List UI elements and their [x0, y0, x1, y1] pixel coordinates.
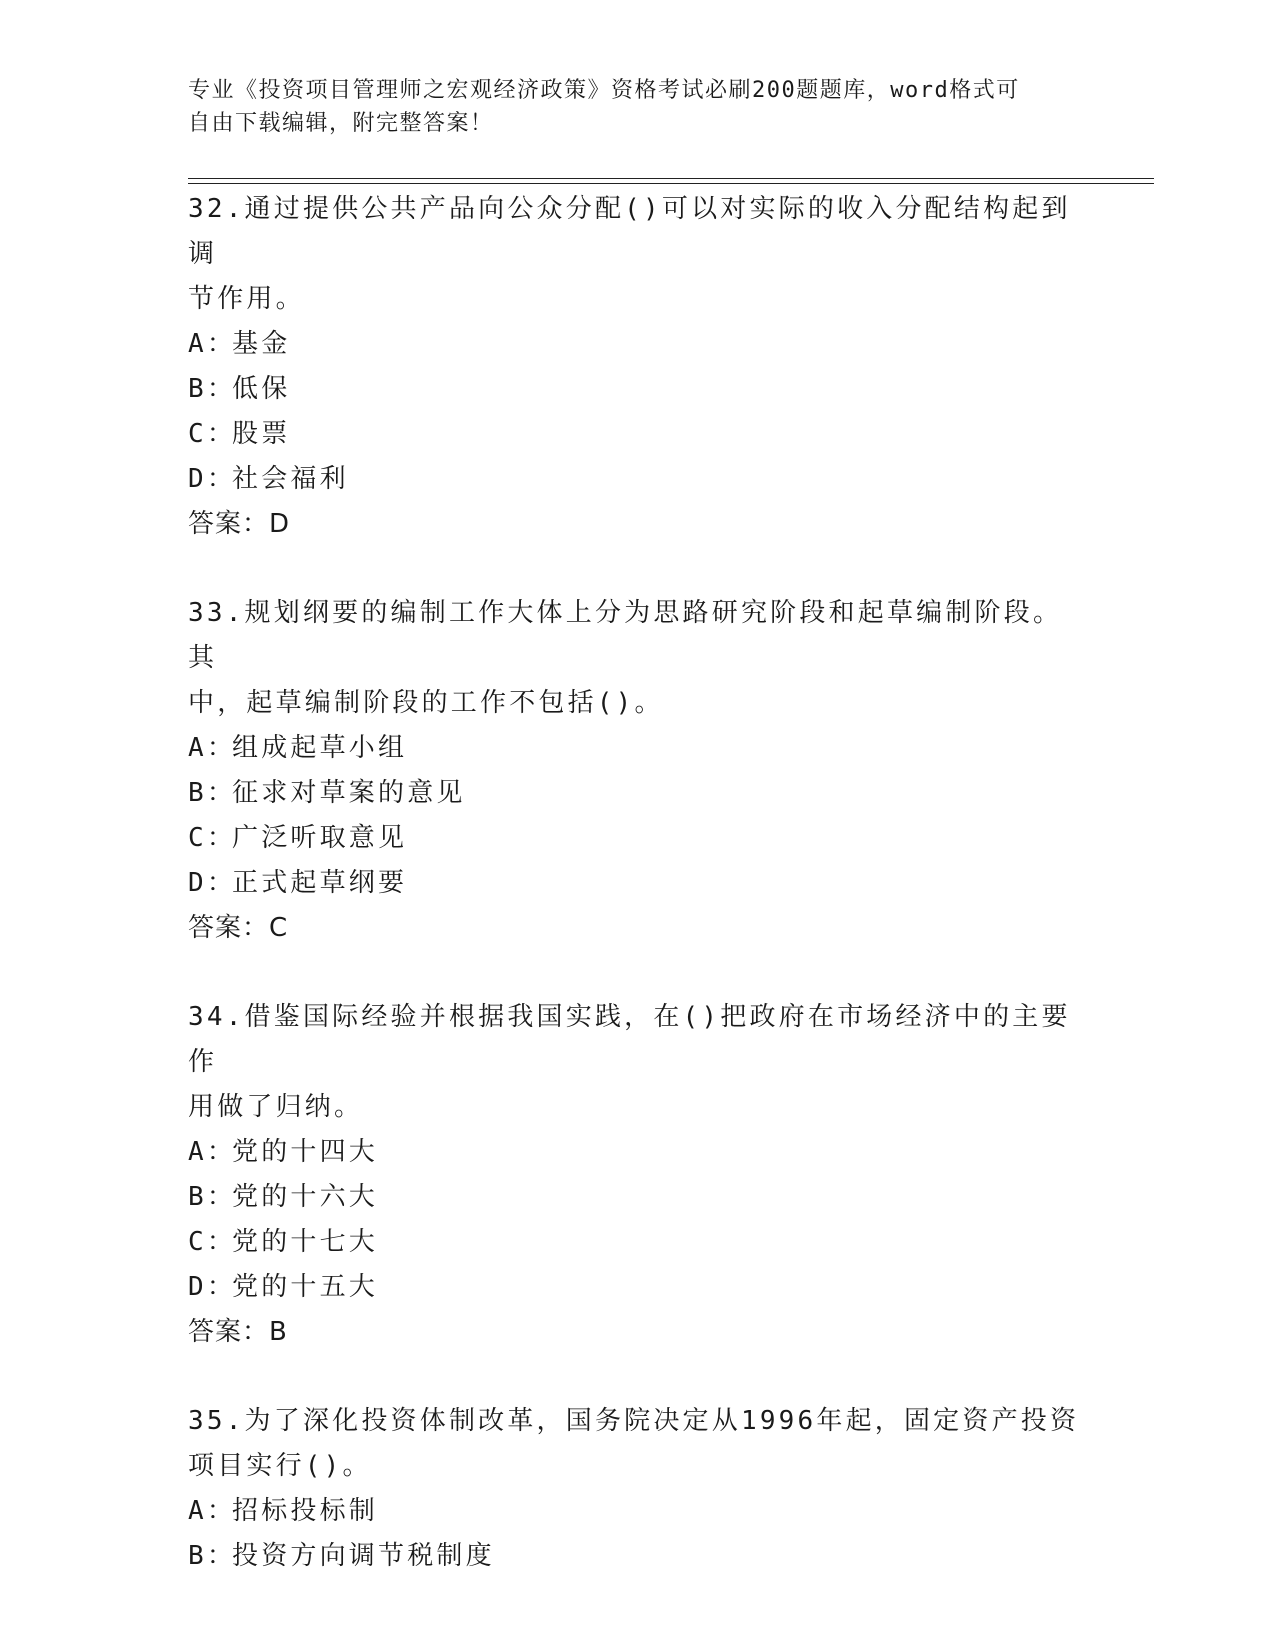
option-b	[188, 1534, 1088, 1579]
answer-line: 答案：C	[188, 913, 289, 943]
option-key: B：	[188, 374, 237, 404]
question-32	[188, 187, 1088, 547]
option-text: 股票	[232, 419, 291, 449]
question-stem-line-1: 32.通过提供公共产品向公众分配()可以对实际的收入分配结构起到调	[188, 194, 1071, 269]
option-c	[188, 1220, 1088, 1265]
option-key: C：	[188, 419, 237, 449]
option-key: A：	[188, 1137, 237, 1167]
option-c	[188, 412, 1088, 457]
option-text: 广泛听取意见	[232, 823, 408, 853]
question-stem	[188, 591, 1088, 726]
option-key: D：	[188, 1272, 237, 1302]
option-b	[188, 1175, 1088, 1220]
option-b	[188, 367, 1088, 412]
option-text: 党的十四大	[232, 1137, 379, 1167]
question-stem-line-2: 节作用。	[188, 284, 305, 314]
option-text: 征求对草案的意见	[232, 778, 466, 808]
question-stem-line-2: 中，起草编制阶段的工作不包括()。	[188, 688, 664, 718]
document-header	[188, 74, 1068, 140]
option-d	[188, 1265, 1088, 1310]
question-35	[188, 1399, 1088, 1579]
option-key: A：	[188, 329, 237, 359]
header-divider-bottom	[188, 183, 1154, 184]
option-key: B：	[188, 1541, 237, 1571]
option-text: 投资方向调节税制度	[232, 1541, 495, 1571]
question-list	[188, 187, 1088, 1623]
question-stem-line-2: 用做了归纳。	[188, 1092, 364, 1122]
header-line-2: 自由下载编辑，附完整答案！	[188, 111, 494, 136]
option-a	[188, 1489, 1088, 1534]
option-key: A：	[188, 1496, 237, 1526]
question-33	[188, 591, 1088, 951]
option-key: B：	[188, 1182, 237, 1212]
header-divider-top	[188, 178, 1154, 179]
option-text: 党的十六大	[232, 1182, 379, 1212]
option-text: 招标投标制	[232, 1496, 379, 1526]
question-stem	[188, 187, 1088, 322]
option-key: D：	[188, 464, 237, 494]
question-stem-line-1: 33.规划纲要的编制工作大体上分为思路研究阶段和起草编制阶段。其	[188, 598, 1063, 673]
option-b	[188, 771, 1088, 816]
option-d	[188, 457, 1088, 502]
question-stem	[188, 1399, 1088, 1489]
option-text: 基金	[232, 329, 291, 359]
question-stem-line-2: 项目实行()。	[188, 1451, 372, 1481]
option-key: B：	[188, 778, 237, 808]
option-d	[188, 861, 1088, 906]
answer-line: 答案：B	[188, 1317, 288, 1347]
option-a	[188, 322, 1088, 367]
option-a	[188, 726, 1088, 771]
option-key: C：	[188, 823, 237, 853]
option-key: C：	[188, 1227, 237, 1257]
option-text: 社会福利	[232, 464, 349, 494]
question-stem-line-1: 35.为了深化投资体制改革，国务院决定从1996年起，固定资产投资	[188, 1406, 1080, 1436]
header-line-1: 专业《投资项目管理师之宏观经济政策》资格考试必刷200题题库，word格式可	[188, 78, 1020, 103]
option-a	[188, 1130, 1088, 1175]
option-c	[188, 816, 1088, 861]
question-stem	[188, 995, 1088, 1130]
option-text: 正式起草纲要	[232, 868, 408, 898]
question-stem-line-1: 34.借鉴国际经验并根据我国实践，在()把政府在市场经济中的主要作	[188, 1002, 1071, 1077]
option-text: 党的十五大	[232, 1272, 379, 1302]
option-text: 组成起草小组	[232, 733, 408, 763]
answer-line: 答案：D	[188, 509, 291, 539]
question-34	[188, 995, 1088, 1355]
option-text: 低保	[232, 374, 291, 404]
option-text: 党的十七大	[232, 1227, 379, 1257]
option-key: A：	[188, 733, 237, 763]
option-key: D：	[188, 868, 237, 898]
